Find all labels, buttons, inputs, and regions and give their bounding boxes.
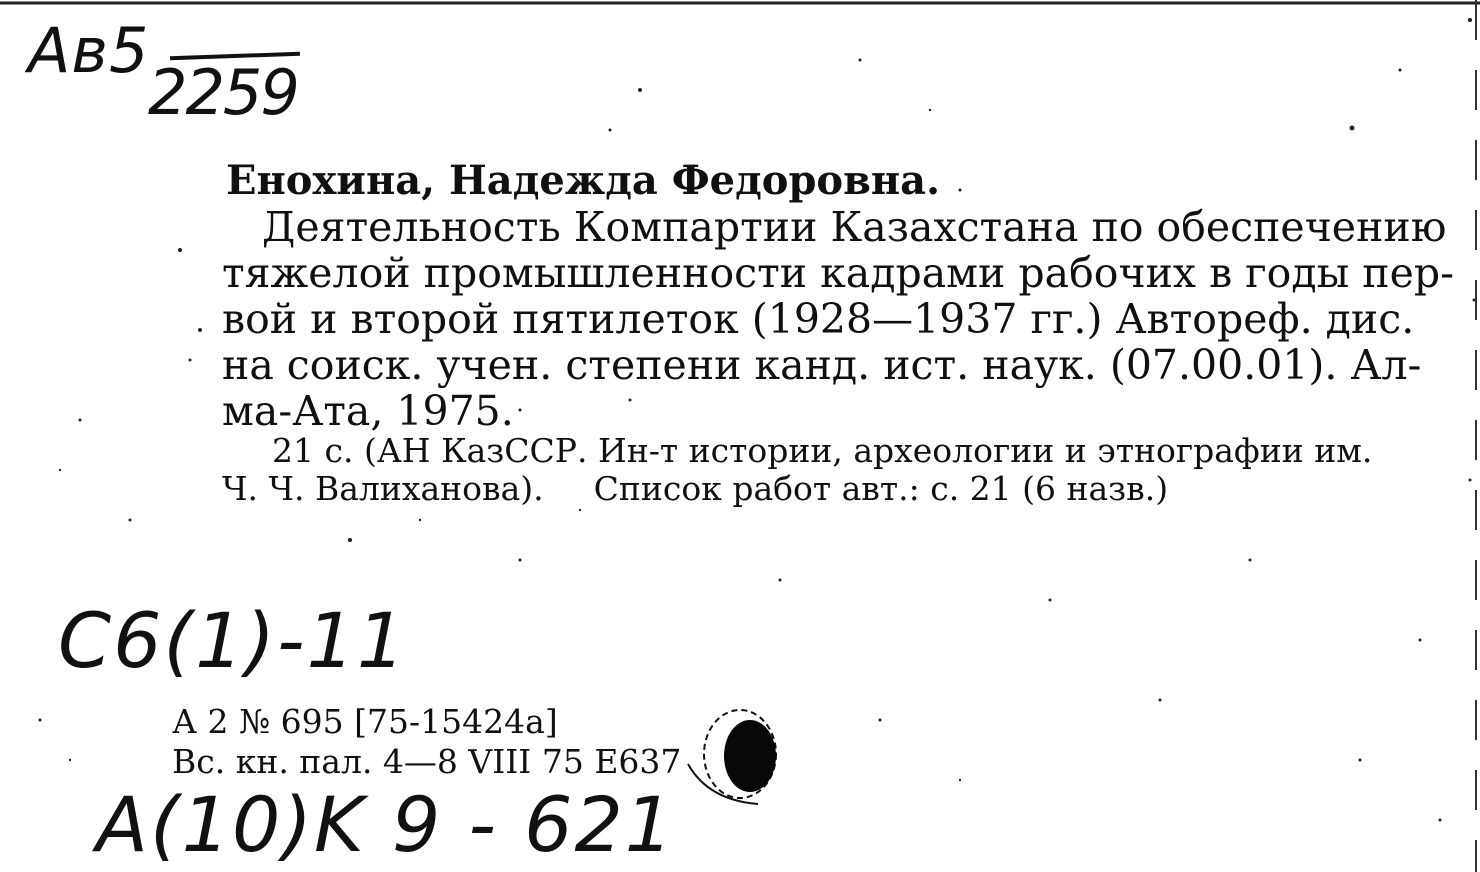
bibliographic-entry [222, 157, 1454, 435]
description-line-3: вой и второй пятилеток (1928—1937 гг.) Автореф. дис. [222, 295, 1415, 343]
description-line-2: тяжелой промышленности кадрами рабочих в годы пер- [222, 249, 1454, 297]
notes-bibliography: Список работ авт.: с. 21 (6 назв.) [593, 469, 1169, 508]
ink-stamp-mark [678, 704, 788, 814]
notes-line-1: 21 с. (АН КазССР. Ин-т истории, археологии и этнографии им. [272, 431, 1373, 470]
imprint-line-1: А 2 № 695 [75-15424а] [172, 702, 558, 741]
shelf-mark: A(10)K 9 - 621 [96, 780, 676, 869]
imprint-line-2: Вс. кн. пал. 4—8 VIII 75 Е637 [172, 742, 682, 781]
description-line-1: Деятельность Компартии Казахстана по обеспечению [262, 203, 1447, 251]
author-heading: Енохина, Надежда Федоровна. [226, 157, 941, 204]
call-number-prefix: Ав5 [28, 14, 150, 87]
description-line-4: на соиск. учен. степени канд. ист. наук. (07.00.01). Ал- [222, 341, 1422, 389]
card-imprint [172, 702, 681, 782]
description-line-5: ма-Ата, 1975. [222, 387, 514, 435]
call-number-value: 2259 [148, 56, 298, 129]
collation-notes [222, 432, 1387, 508]
classification-mark: C6(1)-11 [58, 596, 408, 685]
notes-line-2 [222, 470, 1387, 508]
notes-gap [544, 470, 594, 508]
notes-series-end: Ч. Ч. Валиханова). [222, 469, 544, 508]
